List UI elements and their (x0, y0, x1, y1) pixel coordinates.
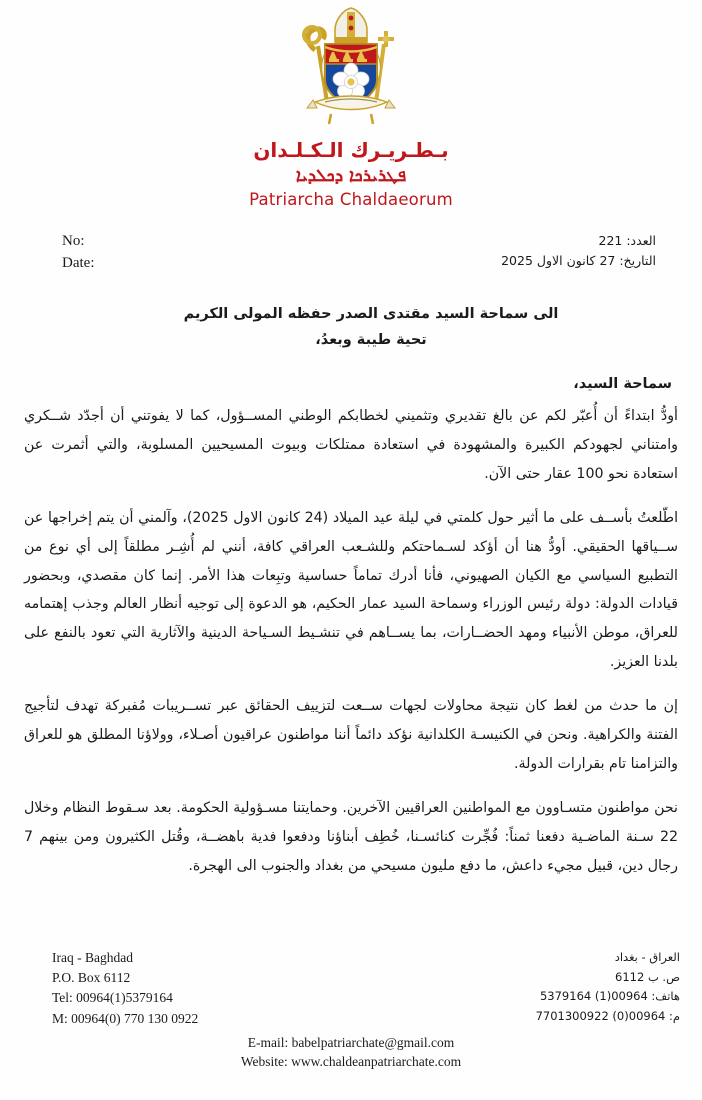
body-paragraph-4: نحن مواطنون متسـاوون مع المواطنين العراقيين الآخرين. وحمايتنا مسـؤولية الحكومة. بعد سـقوط النظام وخلال 22 سـنة الماضـية دفعنا ثمناً: فُجِّرت كنائسـنا، خُطِف أبناؤنا ودفعوا فدية باهضــة، وقُتل الكثيرون ومن بينهم 7 رجال دين، قبيل مجيء داعش، ما دفع مليون مسيحي من بغداد والجنوب الى الهجرة. (24, 800, 678, 874)
reference-labels-en (62, 231, 94, 275)
footer-tel-ar: هاتف: 00964(1) 5379164 (539, 989, 680, 1004)
footer-address-ar: العراق - بغداد (614, 949, 680, 964)
letterhead (0, 0, 702, 209)
body-paragraph-3: إن ما حدث من لغط كان نتيجة محاولات لجهات ســعت لتزييف الحقائق عبر تســريبات مُفبركة تهدف لتأجيج الفتنة والكراهية. ونحن في الكنيسـة الكلدانية نؤكد دائماً أننا مواطنون عراقيون أصـلاء، وولاؤنا المطلق هو للعراق والتزامنا تام بقرارات الدولة. (24, 698, 678, 772)
no-label: No: (62, 233, 85, 250)
footer-website[interactable]: Website: www.chaldeanpatriarchate.com (240, 1054, 462, 1070)
body-paragraph-1: أودُّ ابتداءً أن أُعبّر لكم عن بالغ تقديري وتثميني لخطابكم الوطني المســؤول، كما لا يفوتني أن أجدّد شــكري وامتناني لجهودكم الكبيرة والمشهودة في استعادة ممتلكات وبيوت المسيحيين المسلوبة، والتي أثمرت عن استعادة نحو 100 عقار حتى الآن. (24, 408, 678, 482)
addressee-line-1: الى سماحة السيد مقتدى الصدر حفظه المولى الكريم (183, 305, 559, 322)
footer-tel-en: Tel: 00964(1)5379164 (52, 990, 173, 1006)
footer-contact-ar (536, 948, 680, 1027)
footer-pobox-en: P.O. Box 6112 (52, 970, 131, 986)
footer-email[interactable]: E-mail: babelpatriarchate@gmail.com (247, 1034, 455, 1050)
greeting: سماحة السيد، (573, 376, 672, 393)
footer-address-en: Iraq - Baghdad (52, 949, 133, 965)
letter-body (0, 301, 702, 881)
body-paragraph-2: اطّلعتُ بأســف على ما أثير حول كلمتي في ليلة عيد الميلاد (24 كانون الاول 2025)، وآلمني أن يتم إخراجها عن ســياقها الحقيقي. أودُّ هنا أن أؤكد لسـماحتكم وللشـعب العراقي كافة، أنني لم أُشِـر مطلقاً إلى أي نوع من التطبيع السياسي مع الكيان الصهيوني، فأنا أدرك تماماً حساسية وتبِعات هذا الأمر. إنما كان مقصدي، وبحضور قيادات الدولة: دولة رئيس الوزراء وسماحة السيد عمار الحكيم، هو الدعوة إلى توجيه أنظار العالم وجذب إهتمامه للعراق، موطن الأنبياء ومهد الحضــارات، بما يســاهم في تنشـيط السـياحة الدينية والآثارية التي تعود بالنفع على بلدنا العزيز. (24, 510, 679, 670)
footer-mobile-en: M: 00964(0) 770 130 0922 (52, 1010, 199, 1026)
coat-of-arms-icon (285, 6, 417, 130)
footer-web-contacts (0, 1033, 702, 1072)
letterhead-syriac-title: ܦܛܪܝܪܟܐ ܕܟܠܕܝܐ (295, 166, 407, 186)
addressee-block (24, 301, 678, 355)
date-label: Date: (62, 254, 95, 271)
reference-values-ar (501, 231, 656, 272)
letterhead-latin-title: Patriarcha Chaldaeorum (249, 190, 453, 210)
footer-contact-en (52, 948, 198, 1029)
reference-date: التاريخ: 27 كانون الاول 2025 (501, 253, 656, 269)
letter-footer (0, 948, 702, 1072)
reference-number: العدد: 221 (598, 233, 656, 249)
footer-pobox-ar: ص. ب 6112 (615, 969, 680, 984)
letterhead-arabic-title: بـطـريـرك الـكـلـدان (253, 138, 449, 162)
reference-block (0, 231, 702, 275)
footer-mobile-ar: م: 00964(0) 7701300922 (535, 1009, 680, 1024)
addressee-line-2: تحية طيبة وبعدُ، (315, 332, 427, 349)
